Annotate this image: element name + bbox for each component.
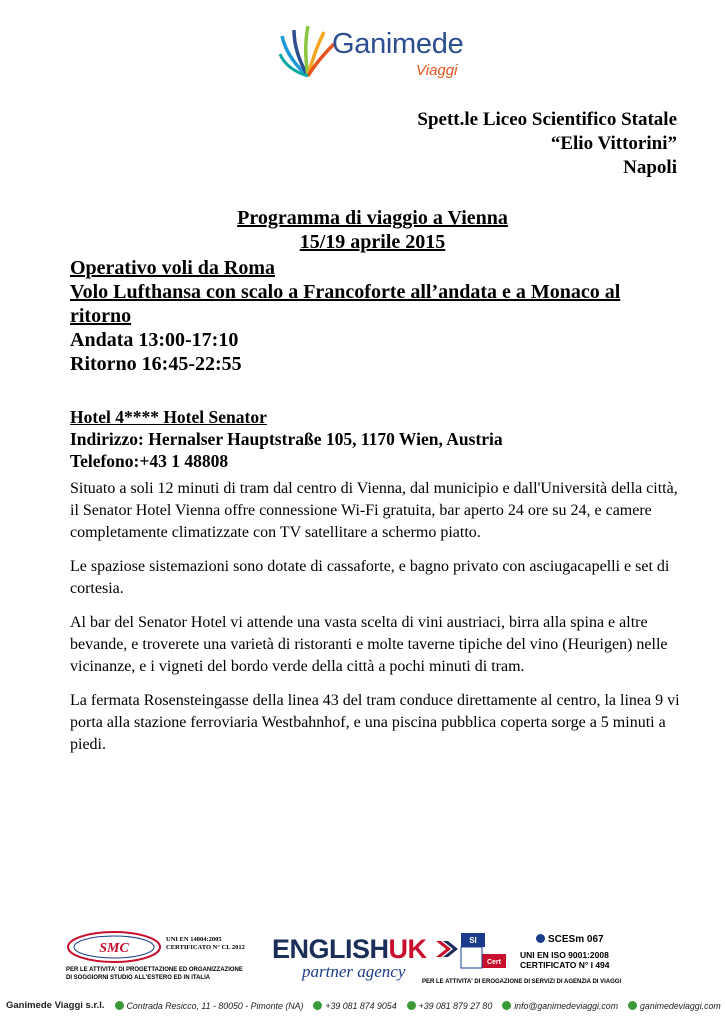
- paragraph: La fermata Rosensteingasse della linea 43 del tram conduce direttamente al centro, la linea 9 vi porta alla stazione ferroviaria Westbahnhof, e una piscina pubblica coperta sorge a 5 minuti a piedi.: [70, 692, 680, 753]
- phone-icon: [313, 1001, 322, 1010]
- recipient-block: [417, 108, 677, 180]
- iso-line: CERTIFICATO N° I 494: [520, 960, 610, 970]
- paragraph: Al bar del Senator Hotel vi attende una vasta scelta di vini austriaci, birra alla spina e altre bevande, e troverete una varietà di ristoranti e molte taverne tipiche del vino (Heurigen) nelle vicinanze, e i vigneti del bordo verde della città a pochi minuti di tram.: [70, 614, 668, 675]
- document-title: Programma di viaggio a Vienna: [237, 207, 508, 229]
- iso-caption: PER LE ATTIVITA' DI EROGAZIONE DI SERVIZI DI AGENZIA DI VIAGGI: [422, 979, 622, 985]
- company-website[interactable]: ganimedeviaggi.com: [640, 1000, 721, 1011]
- uk-text: UK: [388, 934, 427, 964]
- location-icon: [115, 1001, 124, 1010]
- logo-subtitle: Viaggi: [416, 62, 458, 79]
- company-email[interactable]: info@ganimedeviaggi.com: [514, 1000, 619, 1011]
- smc-caption-line: PER LE ATTIVITA' DI PROGETTAZIONE ED ORGANIZZAZIONE: [66, 967, 243, 973]
- sicert-bottom: Cert: [486, 959, 502, 966]
- english-uk-logo: [272, 934, 458, 965]
- smc-certificate: [166, 936, 245, 952]
- flights-heading: Operativo voli da Roma: [70, 257, 275, 279]
- seal-icon: [536, 934, 545, 943]
- document-dates: 15/19 aprile 2015: [299, 231, 446, 253]
- scesm-code: SCESm 067: [548, 934, 604, 945]
- partner-agency: partner agency: [302, 962, 406, 981]
- flight-return: Ritorno 16:45-22:55: [70, 353, 242, 375]
- flight-outbound: Andata 13:00-17:10: [70, 329, 239, 351]
- recipient-line: Napoli: [623, 157, 677, 178]
- fax-icon: [407, 1001, 416, 1010]
- company-logo: [278, 18, 478, 84]
- company-phone[interactable]: +39 081 874 9054: [325, 1000, 397, 1011]
- iso-line: UNI EN ISO 9001:2008: [520, 950, 609, 960]
- recipient-line: “Elio Vittorini”: [550, 133, 677, 154]
- english-text: ENGLISH: [272, 934, 389, 964]
- email-icon: [502, 1001, 511, 1010]
- paragraph: Le spaziose sistemazioni sono dotate di cassaforte, e bagno privato con asciugacapelli e set di cortesia.: [70, 558, 670, 597]
- flights-route: Volo Lufthansa con scalo a Francoforte all’andata e a Monaco al ritorno: [70, 281, 621, 327]
- company-address: Contrada Resicco, 11 - 80050 - Pimonte (NA): [126, 1000, 304, 1011]
- flights-section: [70, 256, 682, 376]
- logo-name: Ganimede: [332, 28, 464, 60]
- smc-caption-line: DI SOGGIORNI STUDIO ALL'ESTERO ED IN ITALIA: [66, 975, 211, 981]
- sicert-top: SI: [469, 936, 477, 945]
- web-icon: [628, 1001, 637, 1010]
- company-fax: +39 081 879 27 80: [418, 1000, 493, 1011]
- certification-logos: [66, 930, 666, 990]
- hotel-section: [70, 406, 680, 472]
- smc-cert-line: CERTIFICATO N° CL 2012: [166, 944, 245, 951]
- hotel-address: Indirizzo: Hernalser Hauptstraße 105, 1170 Wien, Austria: [70, 429, 503, 449]
- sicert-logo: [460, 932, 516, 972]
- smc-logo-text: SMC: [99, 941, 129, 956]
- smc-caption: [66, 966, 243, 982]
- hotel-phone: Telefono:+43 1 48808: [70, 451, 229, 471]
- company-name: Ganimede Viaggi s.r.l.: [6, 1000, 105, 1011]
- contact-bar: [6, 1000, 721, 1011]
- smc-logo: [66, 930, 162, 964]
- paragraph: Situato a soli 12 minuti di tram dal centro di Vienna, dal municipio e dall'Università della città, il Senator Hotel Vienna offre connessione Wi-Fi gratuita, bar aperto 24 ore su 24, e camere completamente climatizzate con TV satellitare a schermo piatto.: [70, 480, 678, 541]
- hotel-name: Hotel 4**** Hotel Senator: [70, 407, 267, 427]
- iso-certificate: [520, 950, 610, 970]
- scesm-label: [536, 934, 604, 945]
- hotel-description: [70, 478, 680, 768]
- ganimede-sun-icon: [278, 18, 338, 80]
- chevron-icon: [434, 939, 458, 959]
- smc-cert-line: UNI EN 14804:2005: [166, 936, 222, 943]
- recipient-line: Spett.le Liceo Scientifico Statale: [417, 109, 677, 130]
